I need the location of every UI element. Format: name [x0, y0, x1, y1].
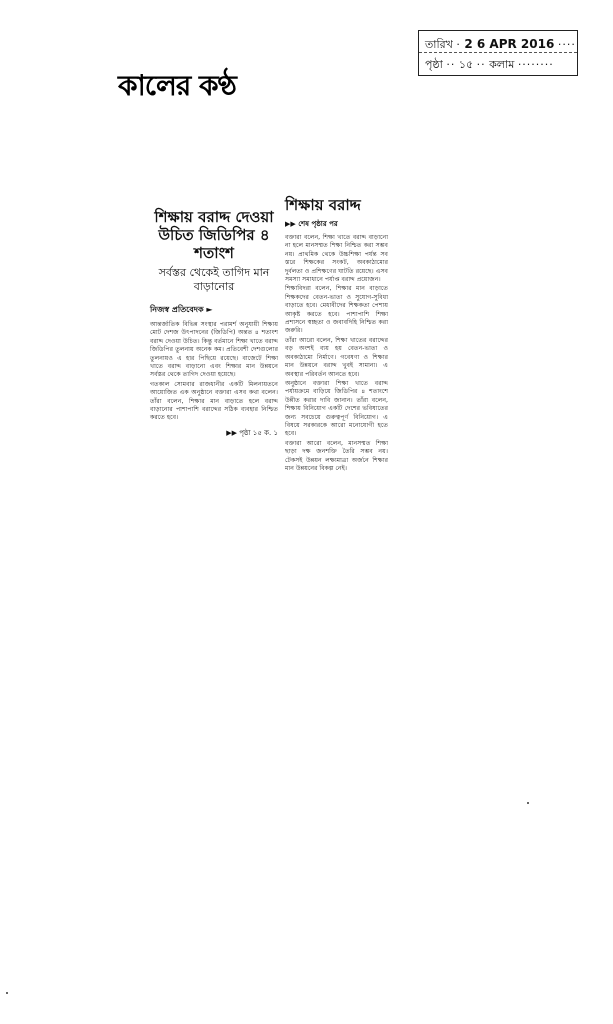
stamp-page-label: পৃষ্ঠা	[425, 58, 443, 71]
continuation-paragraph: অনুষ্ঠানে বক্তারা শিক্ষা খাতে বরাদ্দ পর্যায়ক্রমে বাড়িয়ে জিডিপির ৪ শতাংশে উন্নীত করার দাবি জানান। তাঁরা বলেন, শিক্ষায় বিনিয়োগ একটি দেশের ভবিষ্যতের জন্য সবচেয়ে গুরুত্বপূর্ণ বিনিয়োগ। এ বিষয়ে সরকারকে আরো মনোযোগী হতে হবে।	[285, 379, 388, 438]
continuation-column	[285, 196, 388, 474]
continuation-paragraph: বক্তারা আরো বলেন, মানসম্মত শিক্ষা ছাড়া দক্ষ জনশক্তি তৈরি সম্ভব নয়। টেকসই উন্নয়ন লক্ষ্যমাত্রা অর্জনে শিক্ষার মান উন্নয়নের বিকল্প নেই।	[285, 439, 388, 472]
scan-speck	[6, 992, 8, 994]
continuation-paragraph: তাঁরা আরো বলেন, শিক্ষা খাতের বরাদ্দের বড় অংশই ব্যয় হয় বেতন-ভাতা ও অবকাঠামো নির্মাণে। গবেষণা ও শিক্ষার মান উন্নয়নে বরাদ্দ খুবই সামান্য। এ অবস্থার পরিবর্তন আনতে হবে।	[285, 336, 388, 378]
stamp-page-row: পৃষ্ঠা ·· ১৫ ·· কলাম ········	[425, 58, 554, 71]
stamp-page-value: ১৫	[458, 58, 474, 71]
stamp-divider	[419, 52, 577, 53]
newspaper-logo: কালের কণ্ঠ	[118, 69, 236, 102]
clipping-stamp	[418, 30, 578, 76]
article-subheadline: সর্বস্তর থেকেই তাগিদ মান বাড়ানোর	[158, 266, 270, 293]
continuation-body	[285, 234, 388, 473]
article-byline: নিজস্ব প্রতিবেদক ►	[150, 305, 213, 314]
article-continued-note: ▶▶ পৃষ্ঠা ১৫ ক. ১	[226, 428, 278, 437]
article-headline: শিক্ষায় বরাদ্দ দেওয়া উচিত জিডিপির ৪ শতাংশ	[154, 208, 274, 262]
stamp-column-label: কলাম	[489, 58, 515, 71]
article-column	[150, 208, 278, 439]
continuation-headline: শিক্ষায় বরাদ্দ	[285, 196, 361, 214]
stamp-date-row: তারিখ · 2 6 APR 2016 ····	[425, 37, 576, 51]
continuation-paragraph: বক্তারা বলেন, শিক্ষা খাতে বরাদ্দ বাড়ানো না হলে মানসম্মত শিক্ষা নিশ্চিত করা সম্ভব নয়। প্রাথমিক থেকে উচ্চশিক্ষা পর্যন্ত সব স্তরে শিক্ষকের সংকট, অবকাঠামোর দুর্বলতা ও প্রশিক্ষণের ঘাটতি রয়েছে। এসব সমস্যা সমাধানে পর্যাপ্ত বরাদ্দ প্রয়োজন।	[285, 234, 388, 284]
article-paragraph: আন্তর্জাতিক বিভিন্ন সংস্থার পরামর্শ অনুযায়ী শিক্ষায় মোট দেশজ উৎপাদনের (জিডিপি) অন্তত ৪ শতাংশ বরাদ্দ দেওয়া উচিত। কিন্তু বর্তমানে শিক্ষা খাতে বরাদ্দ জিডিপির তুলনায় অনেক কম। প্রতিবেশী দেশগুলোর তুলনায়ও এ হার পিছিয়ে রয়েছে। বাজেটে শিক্ষা খাতে বরাদ্দ বাড়ানো এবং শিক্ষার মান উন্নয়নে সর্বস্তর থেকে তাগিদ দেওয়া হয়েছে।	[150, 321, 278, 379]
scan-speck	[527, 802, 529, 804]
article-body	[150, 321, 278, 423]
continuation-from-note: ▶▶ শেষ পৃষ্ঠার পর	[285, 220, 338, 228]
article-paragraph: গতকাল সোমবার রাজধানীর একটি মিলনায়তনে আয়োজিত এক অনুষ্ঠানে বক্তারা এসব কথা বলেন। তাঁরা বলেন, শিক্ষার মান বাড়াতে হলে বরাদ্দ বাড়ানোর পাশাপাশি বরাদ্দের সঠিক ব্যবহার নিশ্চিত করতে হবে।	[150, 380, 278, 422]
continuation-paragraph: শিক্ষাবিদরা বলেন, শিক্ষার মান বাড়াতে শিক্ষকদের বেতন-ভাতা ও সুযোগ-সুবিধা বাড়াতে হবে। মেধাবীদের শিক্ষকতা পেশায় আকৃষ্ট করতে হবে। পাশাপাশি শিক্ষা প্রশাসনে স্বচ্ছতা ও জবাবদিহি নিশ্চিত করা জরুরি।	[285, 285, 388, 335]
stamp-date-label: তারিখ	[425, 38, 453, 51]
stamp-date-value: 2 6 APR 2016	[464, 37, 555, 51]
